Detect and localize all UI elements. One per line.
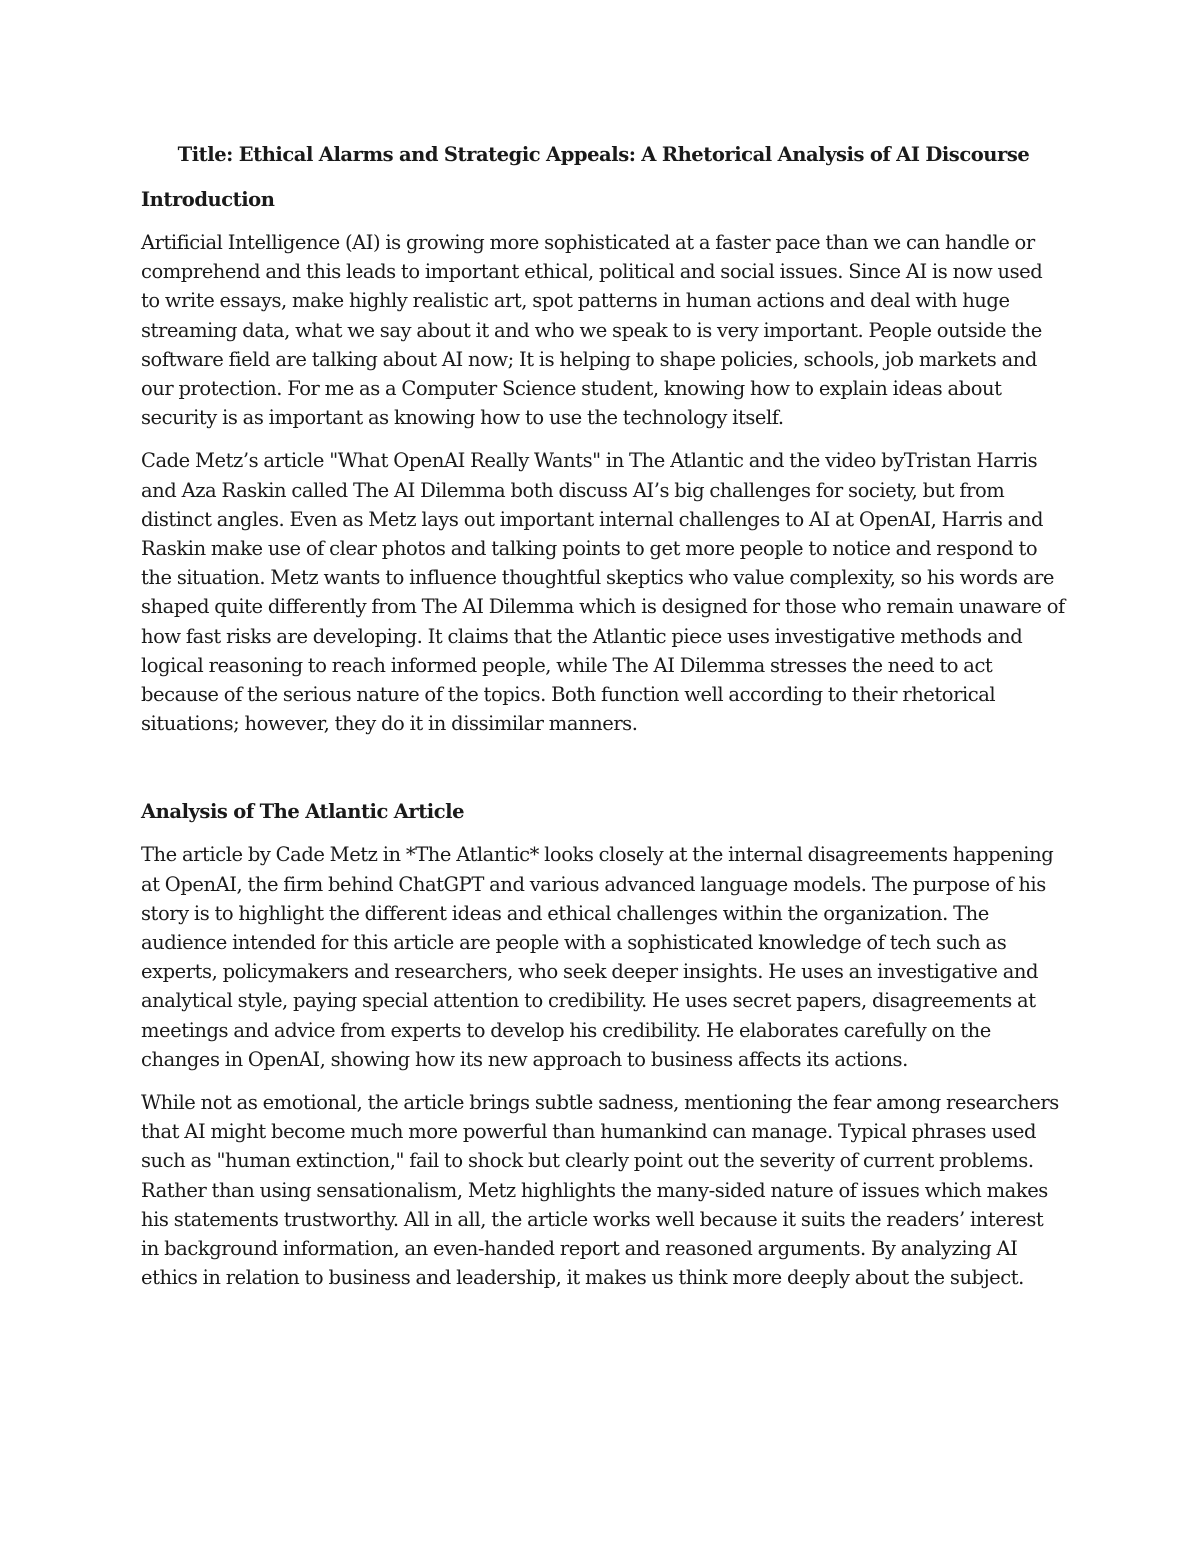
section-heading-atlantic-analysis: Analysis of The Atlantic Article: [141, 800, 465, 824]
paragraph: While not as emotional, the article brings subtle sadness, mentioning the fear among researchers that AI might become much more powerful than humankind can manage. Typical phrases used such as "human extinction," fail to shock but clearly point out the severity of current problems. Rather than using sensationalism, Metz highlights the many-sided nature of issues which makes his statements trustworthy. All in all, the article works well because it suits the readers’ interest in background information, an even-handed report and reasoned arguments. By analyzing AI ethics in relation to business and leadership, it makes us think more deeply about the subject.: [141, 1091, 1059, 1290]
paragraph: Artificial Intelligence (AI) is growing more sophisticated at a faster pace than we can handle or comprehend and this leads to important ethical, political and social issues. Since AI is now used to write essays, make highly realistic art, spot patterns in human actions and deal with huge streaming data, what we say about it and who we speak to is very important. People outside the software field are talking about AI now; It is helping to shape policies, schools, job markets and our protection. For me as a Computer Science student, knowing how to explain ideas about security is as important as knowing how to use the technology itself.: [141, 231, 1043, 430]
document-body: [141, 140, 1066, 1307]
section-heading-introduction: Introduction: [141, 188, 275, 211]
section-spacer: [141, 752, 1066, 797]
paragraph: Cade Metz’s article "What OpenAI Really Wants" in The Atlantic and the video byTristan Harris and Aza Raskin called The AI Dilemma both discuss AI’s big challenges for society, but from distinct angles. Even as Metz lays out important internal challenges to AI at OpenAI, Harris and Raskin make use of clear photos and talking points to get more people to notice and respond to the situation. Metz wants to influence thoughtful skeptics who value complexity, so his words are shaped quite differently from The AI Dilemma which is designed for those who remain unaware of how fast risks are developing. It claims that the Atlantic piece uses investigative methods and logical reasoning to reach informed people, while The AI Dilemma stresses the need to act because of the serious nature of the topics. Both function well according to their rhetorical situations; however, they do it in dissimilar manners.: [141, 449, 1065, 736]
paragraph: The article by Cade Metz in *The Atlantic* looks closely at the internal disagreements happening at OpenAI, the firm behind ChatGPT and various advanced language models. The purpose of his story is to highlight the different ideas and ethical challenges within the organization. The audience intended for this article are people with a sophisticated knowledge of tech such as experts, policymakers and researchers, who seek deeper insights. He uses an investigative and analytical style, paying special attention to credibility. He uses secret papers, disagreements at meetings and advice from experts to develop his credibility. He elaborates carefully on the changes in OpenAI, showing how its new approach to business affects its actions.: [141, 843, 1054, 1071]
document-title: Title: Ethical Alarms and Strategic Appeals: A Rhetorical Analysis of AI Discourse: [177, 143, 1030, 166]
